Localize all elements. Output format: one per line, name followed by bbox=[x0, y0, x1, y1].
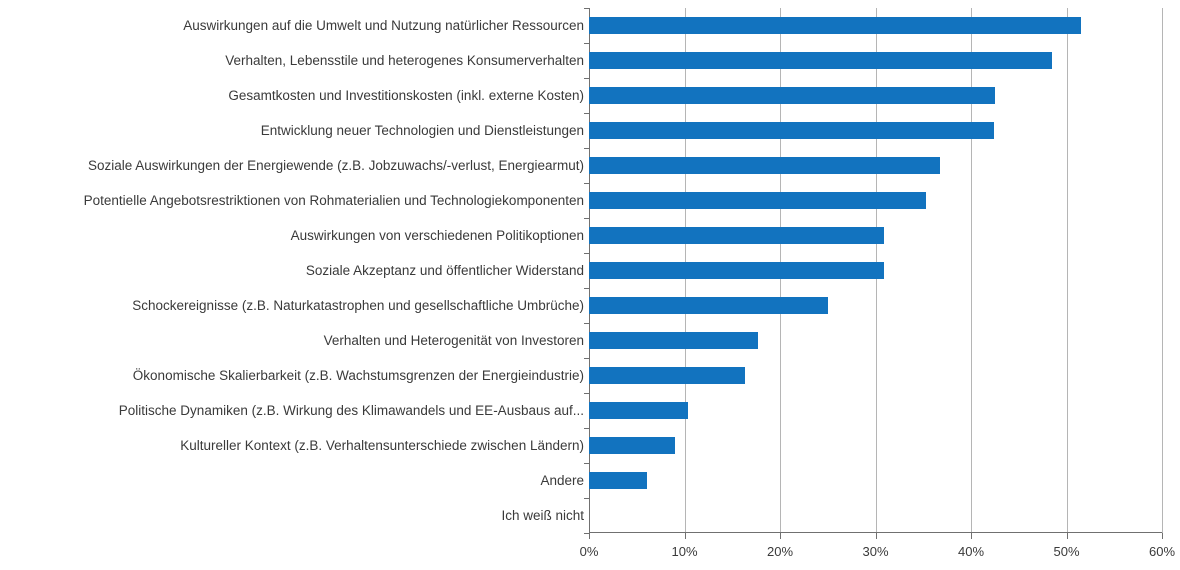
category-label: Schockereignisse (z.B. Naturkatastrophen und gesellschaftliche Umbrüche) bbox=[132, 298, 584, 313]
category-label: Soziale Auswirkungen der Energiewende (z.B. Jobzuwachs/-verlust, Energiearmut) bbox=[88, 158, 584, 173]
category-label: Verhalten und Heterogenität von Investoren bbox=[323, 333, 584, 348]
bar bbox=[589, 437, 675, 454]
category-label: Soziale Akzeptanz und öffentlicher Widerstand bbox=[305, 263, 584, 278]
bar-row bbox=[589, 288, 1162, 323]
category-label: Ich weiß nicht bbox=[501, 508, 584, 523]
x-axis-tick bbox=[1067, 533, 1068, 539]
x-tick-label: 40% bbox=[957, 544, 985, 559]
category-label: Auswirkungen von verschiedenen Politikoptionen bbox=[290, 228, 584, 243]
x-tick-label: 50% bbox=[1053, 544, 1080, 559]
category-label: Andere bbox=[540, 473, 584, 488]
bar-row bbox=[589, 148, 1162, 183]
bar bbox=[589, 402, 688, 419]
bars bbox=[589, 8, 1162, 533]
bar-row bbox=[589, 183, 1162, 218]
bar bbox=[589, 52, 1052, 69]
x-axis-tick bbox=[1162, 533, 1163, 539]
bar-row bbox=[589, 323, 1162, 358]
y-axis-tick bbox=[584, 533, 589, 534]
x-tick-label: 20% bbox=[766, 544, 794, 559]
bar-row bbox=[589, 218, 1162, 253]
bar-row bbox=[589, 8, 1162, 43]
x-tick-labels bbox=[579, 544, 1176, 564]
bar-row bbox=[589, 113, 1162, 148]
x-tick-label: 10% bbox=[671, 544, 698, 559]
bar-row bbox=[589, 428, 1162, 463]
category-label: Gesamtkosten und Investitionskosten (inkl. externe Kosten) bbox=[228, 88, 584, 103]
category-label: Kultureller Kontext (z.B. Verhaltensunterschiede zwischen Ländern) bbox=[180, 438, 584, 453]
bar bbox=[589, 262, 884, 279]
x-tick-label: 30% bbox=[862, 544, 889, 559]
bar-row bbox=[589, 463, 1162, 498]
bar bbox=[589, 122, 994, 139]
x-axis-line bbox=[589, 532, 1162, 533]
category-label: Entwicklung neuer Technologien und Dienstleistungen bbox=[260, 123, 584, 138]
bar-row bbox=[589, 358, 1162, 393]
bar bbox=[589, 332, 758, 349]
category-label: Auswirkungen auf die Umwelt und Nutzung natürlicher Ressourcen bbox=[183, 18, 584, 33]
bar bbox=[589, 297, 828, 314]
bar-row bbox=[589, 43, 1162, 78]
plot-area bbox=[589, 8, 1162, 533]
category-label: Ökonomische Skalierbarkeit (z.B. Wachstumsgrenzen der Energieindustrie) bbox=[132, 368, 584, 383]
bar bbox=[589, 192, 926, 209]
gridline bbox=[1162, 8, 1163, 533]
x-tick-label: 0% bbox=[579, 544, 599, 559]
bar bbox=[589, 157, 940, 174]
bar-row bbox=[589, 393, 1162, 428]
category-label: Politische Dynamiken (z.B. Wirkung des Klimawandels und EE-Ausbaus auf... bbox=[118, 403, 584, 418]
bar bbox=[589, 227, 884, 244]
x-axis-tick bbox=[876, 533, 877, 539]
bar-row bbox=[589, 78, 1162, 113]
x-axis-tick bbox=[589, 533, 590, 539]
bar bbox=[589, 472, 647, 489]
category-labels bbox=[0, 8, 584, 533]
bar bbox=[589, 367, 745, 384]
x-tick-label: 60% bbox=[1148, 544, 1176, 559]
bar bbox=[589, 87, 995, 104]
category-label: Verhalten, Lebensstile und heterogenes Konsumerverhalten bbox=[225, 53, 584, 68]
x-axis-tick bbox=[971, 533, 972, 539]
bar-row bbox=[589, 253, 1162, 288]
bar-row bbox=[589, 498, 1162, 533]
x-axis-tick bbox=[685, 533, 686, 539]
x-axis-tick bbox=[780, 533, 781, 539]
category-label: Potentielle Angebotsrestriktionen von Rohmaterialien und Technologiekomponenten bbox=[83, 193, 584, 208]
bar bbox=[589, 17, 1081, 34]
